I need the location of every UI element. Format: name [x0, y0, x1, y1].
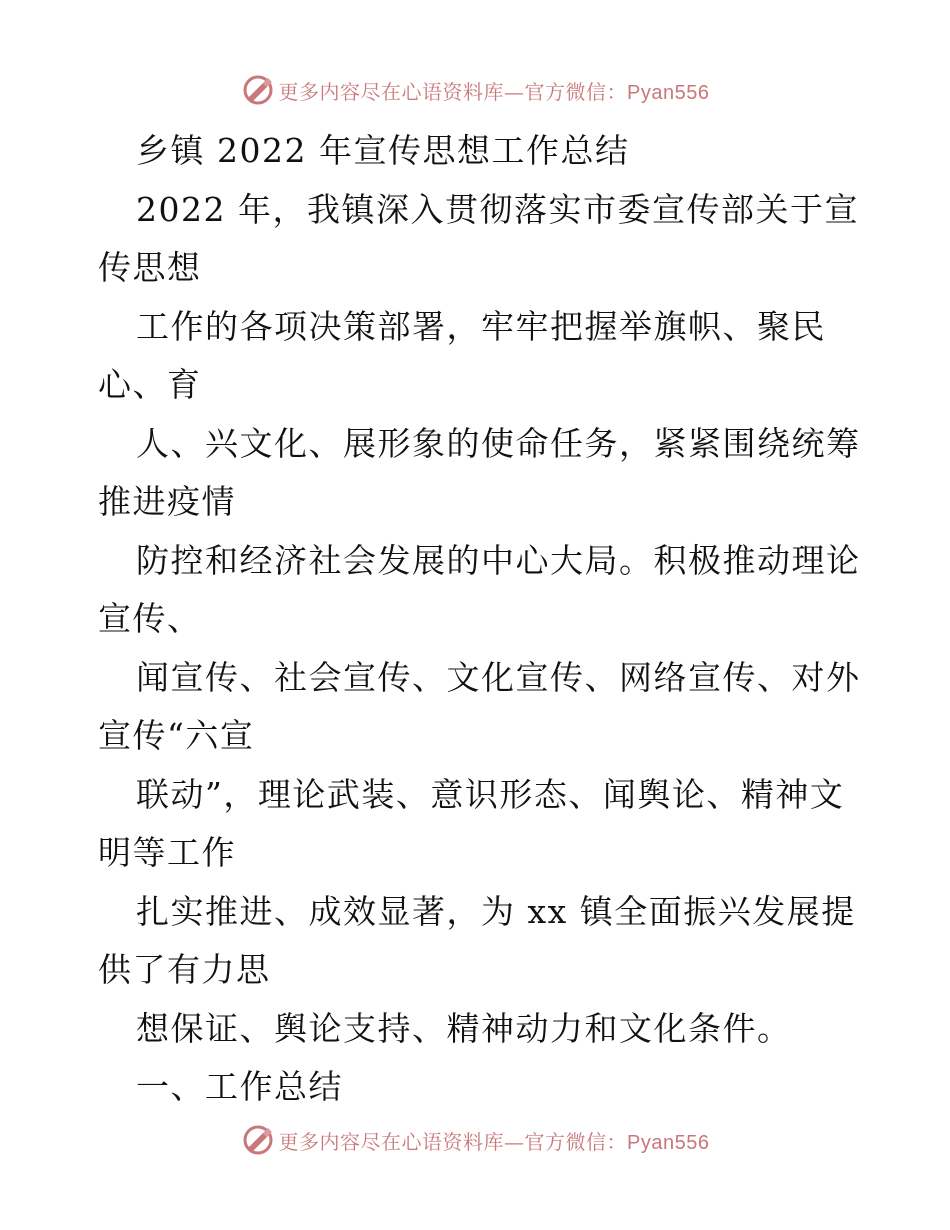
paragraph-line: 心、育: [98, 365, 202, 404]
paragraph-line: 人、兴文化、展形象的使命任务，紧紧围绕统筹: [136, 423, 861, 463]
paragraph-line: 扎实推进、成效显著，为 xx 镇全面振兴发展提: [136, 891, 856, 931]
paragraph-line: 一、工作总结: [136, 1067, 343, 1106]
watermark-account: Pyan556: [627, 81, 710, 104]
pen-logo-icon: [241, 73, 275, 107]
watermark-account: Pyan556: [627, 1131, 710, 1154]
watermark-banner-top: [0, 68, 950, 112]
paragraph-line: 想保证、舆论支持、精神动力和文化条件。: [136, 1008, 792, 1048]
pen-logo-icon: [241, 1123, 275, 1157]
paragraph-line: 工作的各项决策部署，牢牢把握举旗帜、聚民: [136, 306, 826, 346]
watermark-text: 更多内容尽在心语资料库—官方微信：Pyan556: [278, 79, 710, 104]
document-title: 乡镇 2022 年宣传思想工作总结: [136, 131, 630, 170]
paragraph-line: 防控和经济社会发展的中心大局。积极推动理论: [136, 540, 861, 580]
watermark-banner-bottom: [0, 1118, 950, 1162]
paragraph-line: 宣传“六宣: [98, 716, 255, 755]
document-body: [98, 122, 861, 1117]
watermark-text: 更多内容尽在心语资料库—官方微信：Pyan556: [278, 1129, 710, 1154]
paragraph-line: 闻宣传、社会宣传、文化宣传、网络宣传、对外: [136, 657, 861, 697]
paragraph-line: 2022 年，我镇深入贯彻落实市委宣传部关于宣: [136, 189, 859, 229]
paragraph-line: 传思想: [98, 248, 202, 287]
paragraph-line: 明等工作: [98, 833, 236, 872]
paragraph-line: 联动”，理论武装、意识形态、闻舆论、精神文: [136, 774, 845, 814]
paragraph-line: 推进疫情: [98, 482, 236, 521]
paragraph-line: 供了有力思: [98, 950, 271, 989]
paragraph-line: 宣传、: [98, 599, 202, 638]
